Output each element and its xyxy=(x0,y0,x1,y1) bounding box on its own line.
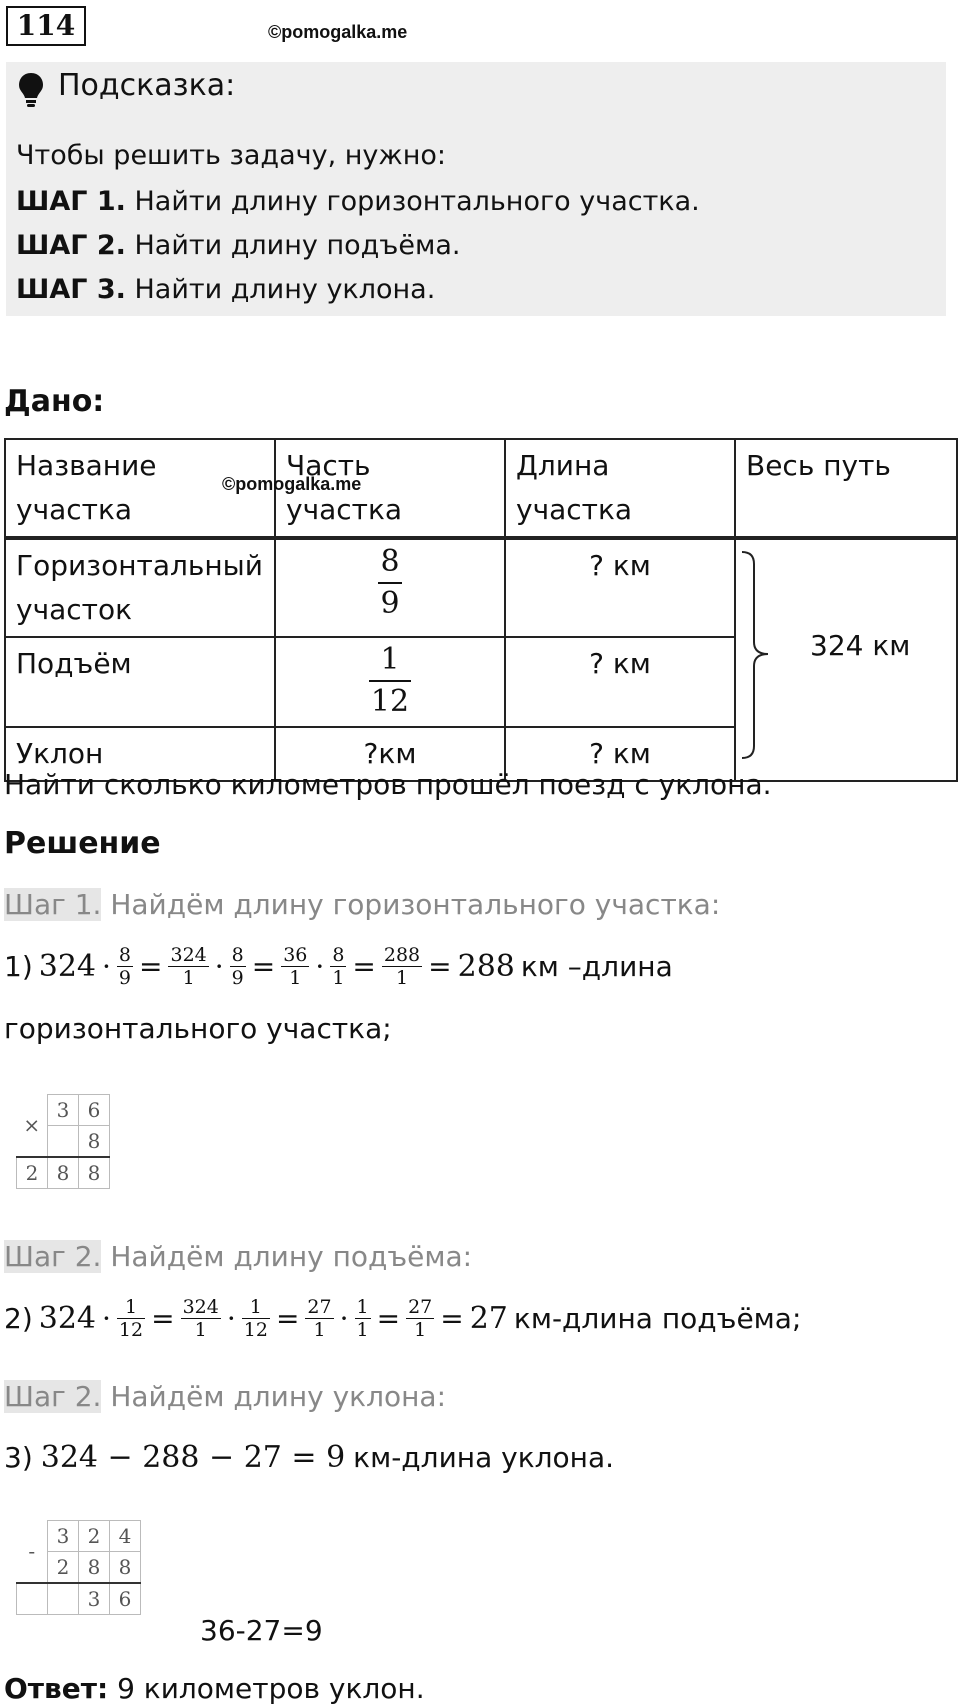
fraction: $\frac{1}{1}$ xyxy=(356,1296,369,1341)
fraction: $\frac{8}{9}$ xyxy=(380,544,400,621)
fraction: $\frac{288}{1}$ xyxy=(383,944,421,989)
calc-operator: · xyxy=(102,950,111,983)
calc-operator: · xyxy=(339,1302,349,1335)
calc-operator: = xyxy=(139,950,163,983)
header-cell-part: Часть участка xyxy=(275,439,505,537)
row-part: ?км xyxy=(275,727,505,781)
side-calculation: 36-27=9 xyxy=(200,1614,323,1647)
grid-sign: × xyxy=(17,1095,48,1158)
step-tag: Шаг 1. xyxy=(4,888,102,921)
brace-icon xyxy=(740,550,780,760)
hint-step-text: Найти длину подъёма. xyxy=(134,230,461,261)
hint-step-label: ШАГ 2. xyxy=(16,230,126,261)
row-name: Горизонтальный участок xyxy=(5,539,275,637)
fraction: $\frac{8}{9}$ xyxy=(231,944,244,989)
fraction: $\frac{8}{1}$ xyxy=(332,944,345,989)
fraction: $\frac{1}{12}$ xyxy=(243,1296,268,1341)
step-3-calc xyxy=(4,1440,614,1475)
calc-prefix: 1) xyxy=(4,950,33,983)
table-watermark: ©pomogalka.me xyxy=(222,474,362,494)
fraction: $\frac{1}{12}$ xyxy=(370,642,410,719)
calc-operator: · xyxy=(214,950,224,983)
row-part xyxy=(275,637,505,727)
answer-label: Ответ: xyxy=(4,1672,109,1705)
calc-result: 288 xyxy=(457,949,515,984)
row-name: Уклон xyxy=(5,727,275,781)
lightbulb-icon xyxy=(18,72,44,108)
header-cell-length: Длина участка xyxy=(505,439,735,537)
given-data-table xyxy=(4,538,958,782)
given-header-table xyxy=(4,438,958,538)
calc-operator: · xyxy=(102,1302,111,1335)
step-1-heading xyxy=(4,888,720,921)
calc-number: 324 xyxy=(38,1301,97,1336)
calc-operator: = xyxy=(151,1302,175,1335)
row-length: ? км xyxy=(505,539,735,637)
calc-operator: = xyxy=(352,950,376,983)
hint-step-text: Найти длину уклона. xyxy=(134,274,436,305)
fraction: $\frac{36}{1}$ xyxy=(283,944,308,989)
step-tag: Шаг 2. xyxy=(4,1240,102,1273)
calc-suffix: км-длина подъёма; xyxy=(513,1302,802,1335)
hint-step-label: ШАГ 1. xyxy=(16,186,126,217)
step-1-calc xyxy=(4,944,673,989)
calc-expression: 324 − 288 − 27 = 9 xyxy=(40,1440,346,1475)
answer-text: 9 километров уклон. xyxy=(117,1672,425,1705)
calc-prefix: 3) xyxy=(4,1441,33,1474)
calc-prefix: 2) xyxy=(4,1302,33,1335)
hint-step-label: ШАГ 3. xyxy=(16,274,126,305)
fraction: $\frac{324}{1}$ xyxy=(170,944,207,989)
calc-operator: = xyxy=(440,1302,464,1335)
header-cell-total: Весь путь xyxy=(735,439,957,537)
grid-sign: - xyxy=(17,1521,48,1584)
answer xyxy=(4,1672,425,1705)
calc-operator: = xyxy=(376,1302,401,1335)
hint-step-3 xyxy=(16,274,435,305)
row-length: ? км xyxy=(505,727,735,781)
calc-suffix: км-длина уклона. xyxy=(353,1441,615,1474)
total-value: 324 км xyxy=(810,629,911,662)
hint-step-2 xyxy=(16,230,460,261)
fraction: $\frac{27}{1}$ xyxy=(408,1296,433,1341)
given-title: Дано: xyxy=(4,384,105,419)
step-1-suffix-cont: горизонтального участка; xyxy=(4,1012,392,1045)
calc-suffix: км –длина xyxy=(520,950,673,983)
step-tag: Шаг 2. xyxy=(4,1380,102,1413)
step-2-calc xyxy=(4,1296,801,1341)
step-3-heading xyxy=(4,1380,446,1413)
solution-title: Решение xyxy=(4,826,161,861)
hint-title: Подсказка: xyxy=(58,68,236,103)
given-question: Найти сколько километров прошёл поезд с уклона. xyxy=(4,768,772,801)
total-cell xyxy=(735,539,957,781)
fraction: $\frac{8}{9}$ xyxy=(118,944,132,989)
header-cell-name: Название участка xyxy=(5,439,275,537)
calc-operator: · xyxy=(315,950,325,983)
step-text: Найдём длину уклона: xyxy=(110,1380,447,1413)
hint-step-text: Найти длину горизонтального участка. xyxy=(134,186,700,217)
problem-number: 114 xyxy=(6,6,86,46)
hint-step-1 xyxy=(16,186,700,217)
calc-operator: = xyxy=(275,1302,300,1335)
fraction: $\frac{1}{12}$ xyxy=(118,1296,144,1341)
row-length: ? км xyxy=(505,637,735,727)
hint-intro: Чтобы решить задачу, нужно: xyxy=(16,140,446,171)
calc-operator: = xyxy=(251,950,276,983)
subtraction-grid: - 3 2 4 2 8 8 3 6 xyxy=(16,1520,141,1615)
calc-number: 324 xyxy=(38,949,97,984)
step-2-heading xyxy=(4,1240,472,1273)
calc-operator: · xyxy=(226,1302,236,1335)
calc-result: 27 xyxy=(469,1301,508,1336)
calc-operator: = xyxy=(428,950,452,983)
step-text: Найдём длину подъёма: xyxy=(110,1240,473,1273)
fraction: $\frac{27}{1}$ xyxy=(307,1296,332,1341)
step-text: Найдём длину горизонтального участка: xyxy=(110,888,721,921)
row-part xyxy=(275,539,505,637)
watermark: ©pomogalka.me xyxy=(268,22,408,42)
fraction: $\frac{324}{1}$ xyxy=(182,1296,219,1341)
row-name: Подъём xyxy=(5,637,275,727)
multiplication-grid: × 3 6 8 2 8 8 xyxy=(16,1094,110,1189)
